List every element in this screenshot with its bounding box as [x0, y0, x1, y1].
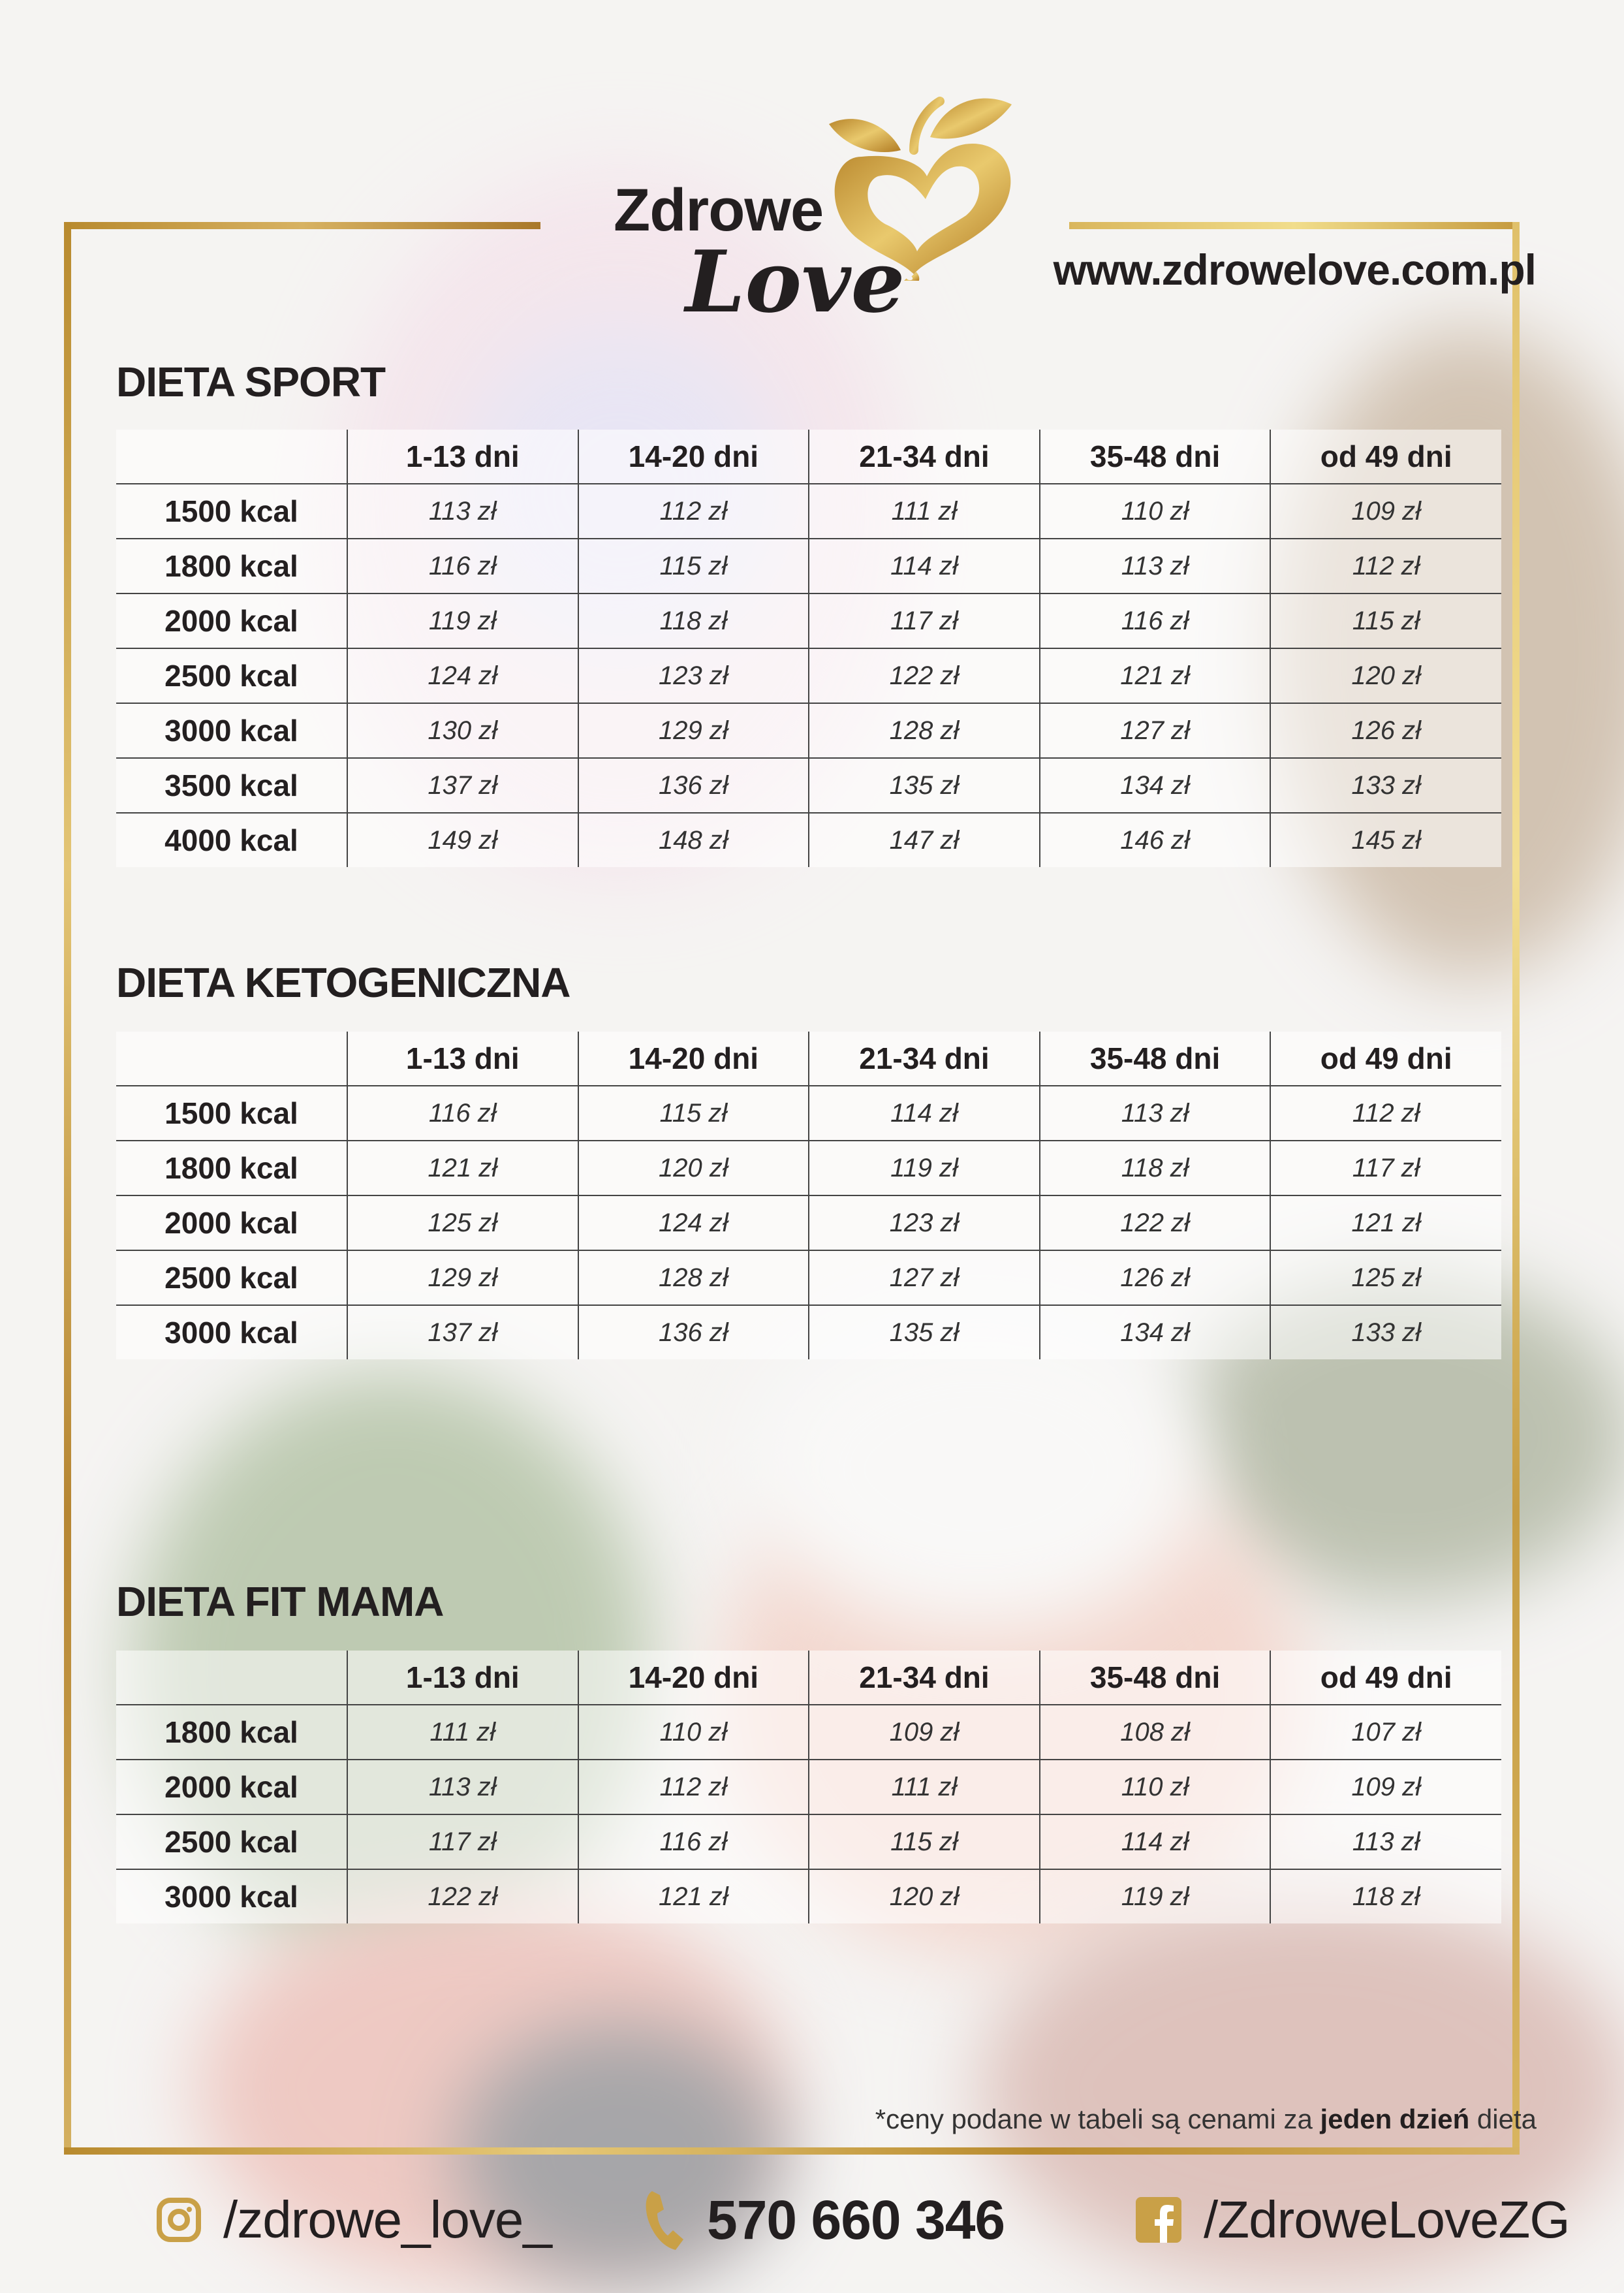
price-cell: 114 zł: [809, 1086, 1040, 1141]
price-cell: 113 zł: [1040, 1086, 1271, 1141]
price-cell: 116 zł: [347, 1086, 578, 1141]
table-row: [116, 593, 1501, 648]
price-cell: 124 zł: [578, 1195, 809, 1250]
column-header: 21-34 dni: [809, 1032, 1040, 1086]
price-cell: 109 zł: [809, 1705, 1040, 1760]
table-row: [116, 813, 1501, 867]
header-empty-cell: [116, 430, 347, 484]
price-cell: 125 zł: [347, 1195, 578, 1250]
price-cell: 109 zł: [1270, 1760, 1501, 1814]
price-cell: 125 zł: [1270, 1250, 1501, 1305]
price-cell: 128 zł: [809, 703, 1040, 758]
instagram-link[interactable]: [155, 2184, 552, 2256]
table-row: [116, 1760, 1501, 1814]
price-cell: 111 zł: [809, 484, 1040, 539]
price-cell: 120 zł: [578, 1141, 809, 1195]
price-cell: 113 zł: [347, 484, 578, 539]
price-cell: 114 zł: [1040, 1814, 1271, 1869]
price-cell: 135 zł: [809, 1305, 1040, 1359]
facebook-link[interactable]: [1136, 2184, 1570, 2256]
row-label: 2000 kcal: [116, 593, 347, 648]
price-cell: 117 zł: [347, 1814, 578, 1869]
row-label: 2500 kcal: [116, 648, 347, 703]
row-label: 1800 kcal: [116, 1705, 347, 1760]
row-label: 2000 kcal: [116, 1760, 347, 1814]
brand-logo: [607, 85, 1025, 333]
facebook-handle: /ZdroweLoveZG: [1204, 2190, 1570, 2249]
price-cell: 114 zł: [809, 539, 1040, 593]
section-title-sport: DIETA SPORT: [116, 358, 386, 405]
row-label: 2000 kcal: [116, 1195, 347, 1250]
column-header: od 49 dni: [1270, 1651, 1501, 1705]
price-cell: 108 zł: [1040, 1705, 1271, 1760]
table-row: [116, 703, 1501, 758]
price-cell: 119 zł: [1040, 1869, 1271, 1923]
price-cell: 133 zł: [1270, 1305, 1501, 1359]
row-label: 4000 kcal: [116, 813, 347, 867]
price-cell: 113 zł: [1040, 539, 1271, 593]
frame-border-bottom: [64, 2147, 1520, 2155]
price-cell: 133 zł: [1270, 758, 1501, 813]
table-row: [116, 758, 1501, 813]
brand-name-line2: Love: [685, 232, 905, 332]
column-header: od 49 dni: [1270, 1032, 1501, 1086]
price-cell: 129 zł: [347, 1250, 578, 1305]
column-header: 1-13 dni: [347, 1032, 578, 1086]
price-cell: 121 zł: [347, 1141, 578, 1195]
phone-icon: [643, 2187, 689, 2253]
price-cell: 115 zł: [809, 1814, 1040, 1869]
frame-border-top-left: [64, 222, 540, 229]
column-header: 14-20 dni: [578, 1651, 809, 1705]
price-table-keto: [116, 1032, 1501, 1359]
price-cell: 115 zł: [578, 1086, 809, 1141]
price-cell: 137 zł: [347, 1305, 578, 1359]
price-table-fit-mama: [116, 1651, 1501, 1923]
price-cell: 122 zł: [347, 1869, 578, 1923]
price-cell: 112 zł: [1270, 1086, 1501, 1141]
footnote-text-end: dieta: [1469, 2104, 1537, 2134]
row-label: 1800 kcal: [116, 539, 347, 593]
price-cell: 136 zł: [578, 1305, 809, 1359]
price-cell: 128 zł: [578, 1250, 809, 1305]
table-row: [116, 1141, 1501, 1195]
price-cell: 134 zł: [1040, 758, 1271, 813]
price-cell: 110 zł: [1040, 1760, 1271, 1814]
frame-border-top-right: [1069, 222, 1520, 229]
website-url[interactable]: www.zdrowelove.com.pl: [1053, 245, 1536, 294]
price-cell: 134 zł: [1040, 1305, 1271, 1359]
price-cell: 121 zł: [1270, 1195, 1501, 1250]
row-label: 2500 kcal: [116, 1814, 347, 1869]
price-cell: 124 zł: [347, 648, 578, 703]
price-cell: 118 zł: [578, 593, 809, 648]
price-cell: 121 zł: [1040, 648, 1271, 703]
price-cell: 118 zł: [1040, 1141, 1271, 1195]
price-cell: 112 zł: [1270, 539, 1501, 593]
row-label: 2500 kcal: [116, 1250, 347, 1305]
price-cell: 122 zł: [1040, 1195, 1271, 1250]
table-header-row: [116, 1651, 1501, 1705]
price-cell: 147 zł: [809, 813, 1040, 867]
table-row: [116, 1250, 1501, 1305]
price-cell: 123 zł: [809, 1195, 1040, 1250]
row-label: 3500 kcal: [116, 758, 347, 813]
column-header: 35-48 dni: [1040, 430, 1271, 484]
row-label: 3000 kcal: [116, 1305, 347, 1359]
price-table-sport: [116, 430, 1501, 867]
footnote-text: *ceny podane w tabeli są cenami za: [875, 2104, 1320, 2134]
price-cell: 126 zł: [1270, 703, 1501, 758]
column-header: 14-20 dni: [578, 1032, 809, 1086]
price-cell: 129 zł: [578, 703, 809, 758]
price-cell: 120 zł: [1270, 648, 1501, 703]
price-cell: 136 zł: [578, 758, 809, 813]
section-title-fit-mama: DIETA FIT MAMA: [116, 1578, 444, 1625]
price-cell: 149 zł: [347, 813, 578, 867]
price-cell: 115 zł: [578, 539, 809, 593]
row-label: 3000 kcal: [116, 703, 347, 758]
instagram-icon: [155, 2196, 202, 2243]
price-cell: 118 zł: [1270, 1869, 1501, 1923]
table-row: [116, 1086, 1501, 1141]
price-cell: 119 zł: [809, 1141, 1040, 1195]
frame-border-left: [64, 222, 71, 2155]
price-cell: 113 zł: [347, 1760, 578, 1814]
brand-name-line1: Zdrowe: [614, 177, 824, 244]
column-header: 1-13 dni: [347, 1651, 578, 1705]
header-empty-cell: [116, 1032, 347, 1086]
price-cell: 135 zł: [809, 758, 1040, 813]
price-cell: 113 zł: [1270, 1814, 1501, 1869]
row-label: 1500 kcal: [116, 484, 347, 539]
column-header: 14-20 dni: [578, 430, 809, 484]
price-cell: 107 zł: [1270, 1705, 1501, 1760]
price-cell: 116 zł: [1040, 593, 1271, 648]
frame-border-right: [1512, 222, 1520, 2155]
price-cell: 137 zł: [347, 758, 578, 813]
price-cell: 121 zł: [578, 1869, 809, 1923]
table-row: [116, 648, 1501, 703]
column-header: 35-48 dni: [1040, 1032, 1271, 1086]
price-cell: 117 zł: [1270, 1141, 1501, 1195]
price-cell: 110 zł: [578, 1705, 809, 1760]
footnote-bold-text: jeden dzień: [1320, 2104, 1470, 2134]
price-cell: 145 zł: [1270, 813, 1501, 867]
table-row: [116, 1195, 1501, 1250]
price-cell: 115 zł: [1270, 593, 1501, 648]
price-cell: 111 zł: [809, 1760, 1040, 1814]
price-cell: 112 zł: [578, 484, 809, 539]
column-header: od 49 dni: [1270, 430, 1501, 484]
column-header: 1-13 dni: [347, 430, 578, 484]
column-header: 21-34 dni: [809, 430, 1040, 484]
price-cell: 111 zł: [347, 1705, 578, 1760]
price-cell: 122 zł: [809, 648, 1040, 703]
column-header: 35-48 dni: [1040, 1651, 1271, 1705]
price-cell: 146 zł: [1040, 813, 1271, 867]
phone-link[interactable]: [643, 2184, 1005, 2256]
price-cell: 130 zł: [347, 703, 578, 758]
facebook-icon: [1136, 2197, 1181, 2243]
column-header: 21-34 dni: [809, 1651, 1040, 1705]
row-label: 1500 kcal: [116, 1086, 347, 1141]
price-footnote: [875, 2104, 1537, 2135]
row-label: 1800 kcal: [116, 1141, 347, 1195]
section-title-keto: DIETA KETOGENICZNA: [116, 959, 570, 1006]
phone-number: 570 660 346: [707, 2189, 1005, 2251]
price-cell: 109 zł: [1270, 484, 1501, 539]
price-cell: 112 zł: [578, 1760, 809, 1814]
header-empty-cell: [116, 1651, 347, 1705]
instagram-handle: /zdrowe_love_: [223, 2190, 552, 2249]
price-cell: 123 zł: [578, 648, 809, 703]
price-cell: 126 zł: [1040, 1250, 1271, 1305]
price-cell: 127 zł: [809, 1250, 1040, 1305]
table-row: [116, 1869, 1501, 1923]
price-cell: 117 zł: [809, 593, 1040, 648]
price-cell: 148 zł: [578, 813, 809, 867]
price-cell: 116 zł: [578, 1814, 809, 1869]
table-row: [116, 484, 1501, 539]
price-cell: 120 zł: [809, 1869, 1040, 1923]
price-cell: 110 zł: [1040, 484, 1271, 539]
table-header-row: [116, 430, 1501, 484]
table-row: [116, 539, 1501, 593]
table-header-row: [116, 1032, 1501, 1086]
table-row: [116, 1814, 1501, 1869]
price-cell: 127 zł: [1040, 703, 1271, 758]
table-row: [116, 1705, 1501, 1760]
table-row: [116, 1305, 1501, 1359]
price-cell: 116 zł: [347, 539, 578, 593]
row-label: 3000 kcal: [116, 1869, 347, 1923]
price-cell: 119 zł: [347, 593, 578, 648]
